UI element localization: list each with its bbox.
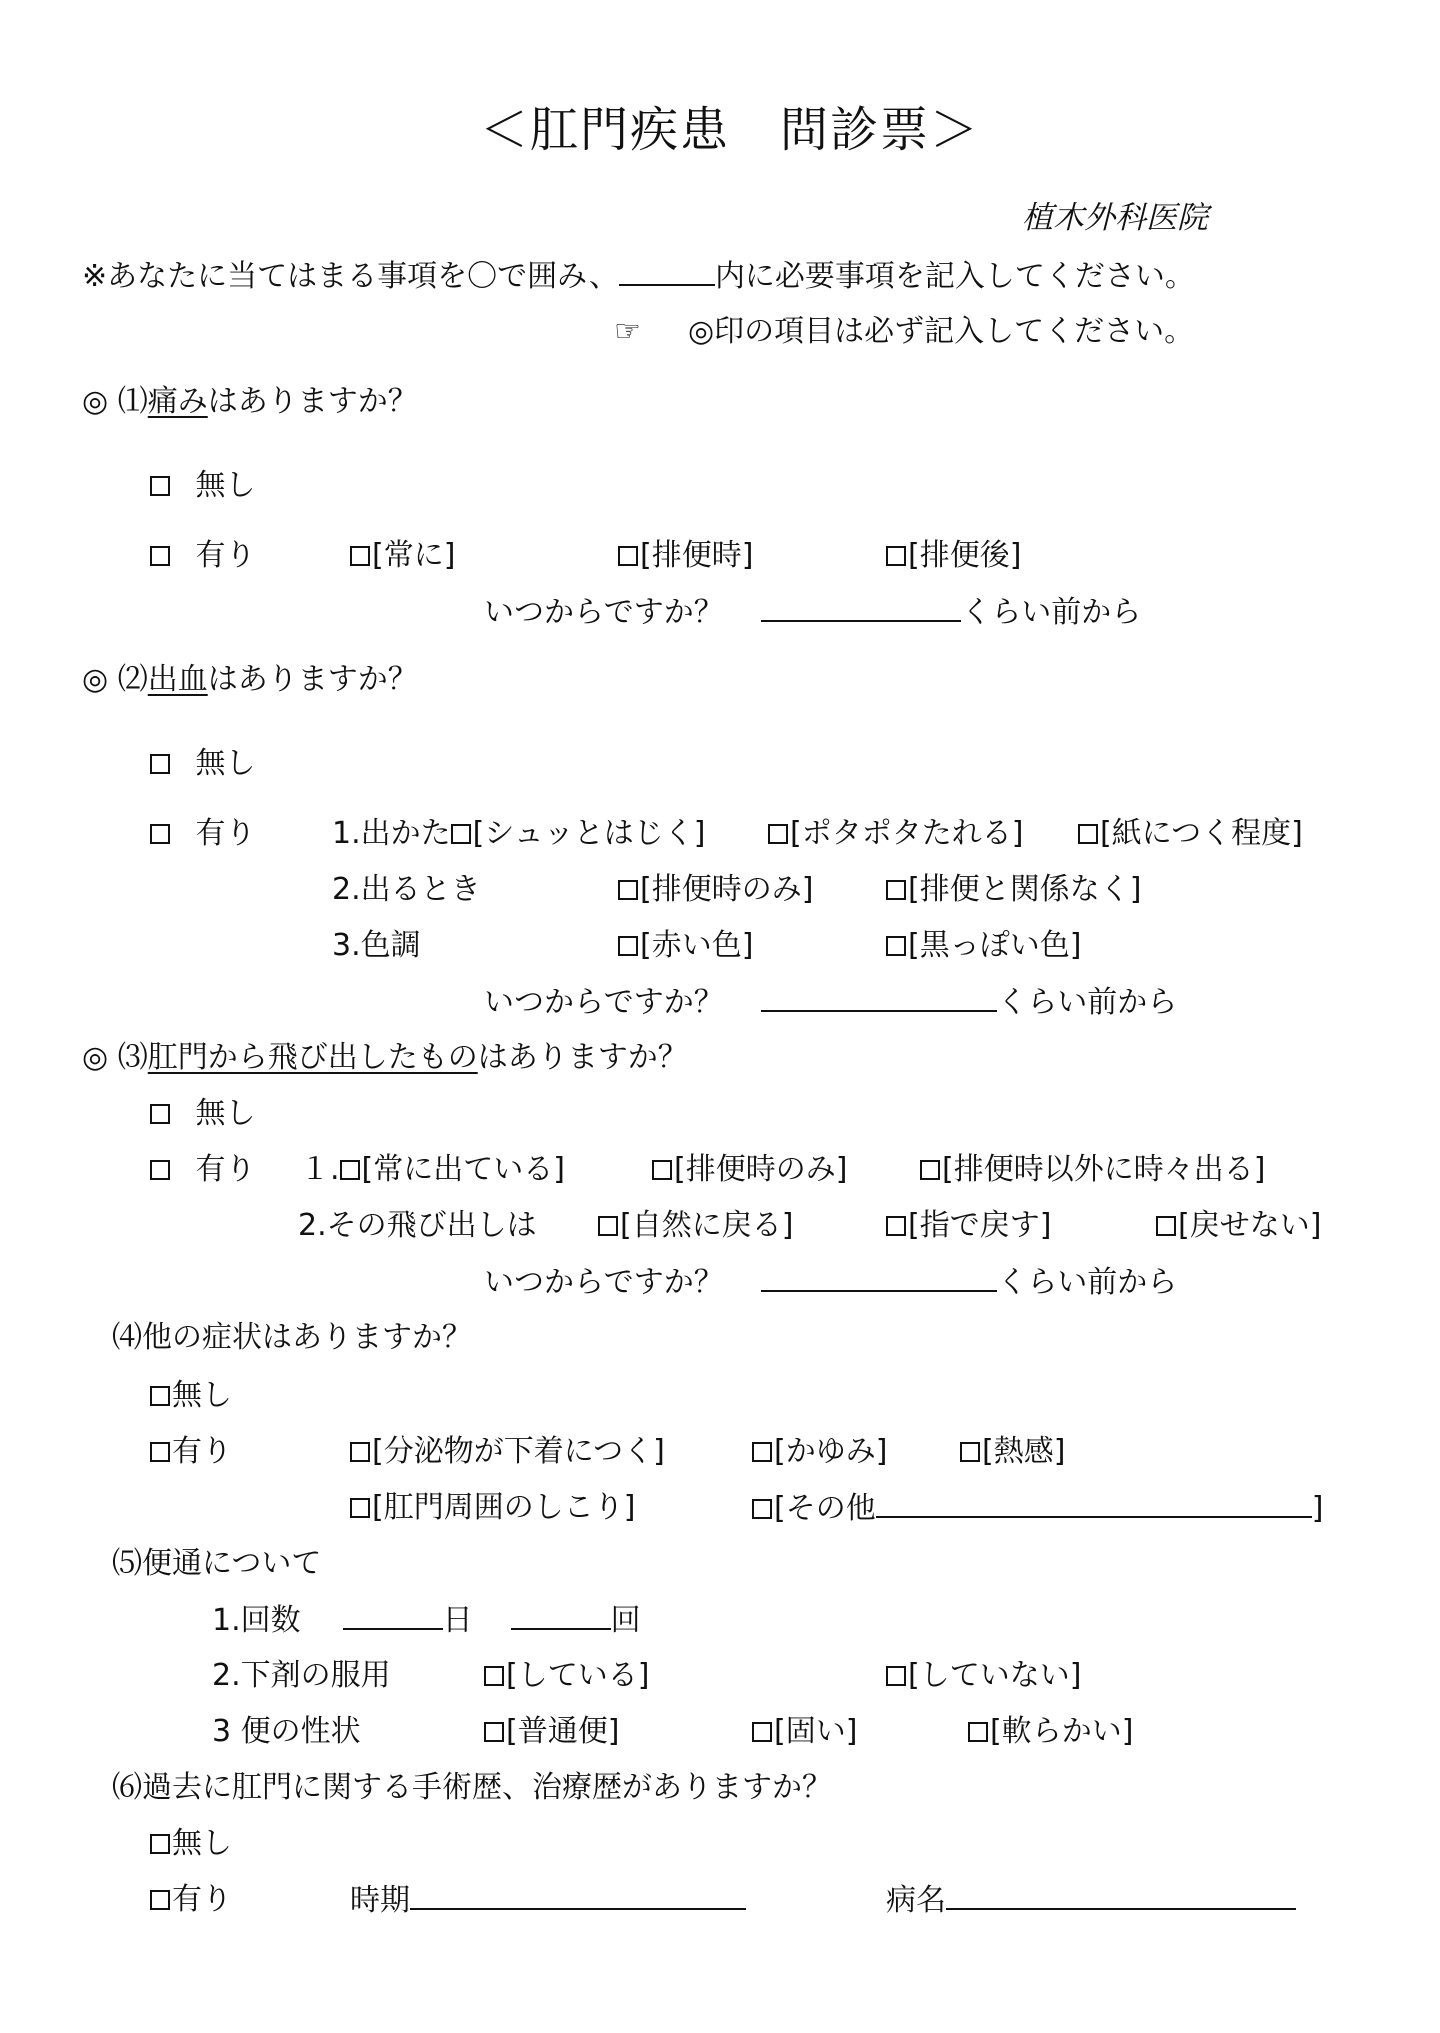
q1-opt-during[interactable] [618, 536, 753, 576]
option-label: [排便と関係なく] [908, 872, 1142, 907]
q3-topic: 肛門から飛び出したもの [147, 1040, 478, 1075]
instruction-text-b: 内に必要事項を記入してください。 [714, 259, 1195, 294]
q2-sub1 [332, 814, 705, 854]
option-label: [熱感] [982, 1434, 1066, 1469]
page-title: ＜肛門疾患 問診票＞ [480, 102, 981, 158]
q5-frequency-label: 1.回数 [212, 1603, 301, 1638]
checkbox-icon[interactable] [340, 1160, 360, 1180]
q3-title [82, 1038, 688, 1078]
checkbox-icon[interactable] [150, 1890, 170, 1910]
checkbox-icon[interactable] [150, 824, 170, 844]
option-label: 有り [172, 1434, 232, 1469]
option-label: 有り [195, 538, 256, 573]
q2-opt-red[interactable] [618, 926, 753, 966]
q1-title [82, 382, 418, 422]
q4-opt-lump[interactable] [350, 1488, 635, 1528]
q2-title [82, 660, 418, 700]
checkbox-icon[interactable] [968, 1722, 988, 1742]
instruction-line-1 [82, 256, 1195, 297]
q6-none-option[interactable] [150, 1824, 232, 1864]
checkbox-icon[interactable] [150, 476, 170, 496]
instruction-line-2 [614, 312, 1194, 352]
q6-disease-label: 病名 [886, 1883, 946, 1918]
checkbox-icon[interactable] [1156, 1216, 1176, 1236]
q1-since-line [484, 592, 1141, 633]
required-mark-icon: ◎ [82, 662, 109, 697]
q2-opt-only-during[interactable] [618, 870, 813, 910]
q3-opt-sometimes-wrap[interactable] [920, 1150, 1265, 1190]
q6-period [350, 1880, 746, 1921]
q5-title: ⑸便通について [112, 1546, 322, 1581]
q3-opt-during-wrap[interactable] [652, 1150, 847, 1190]
q3-sub1-label: １. [300, 1152, 340, 1187]
q6-disease [886, 1880, 1296, 1921]
option-label: 無し [195, 468, 256, 503]
q3-opt-always-out[interactable]: [常に出ている] [361, 1152, 565, 1187]
since-question: いつからですか？ [484, 985, 724, 1020]
q2-sub2-label: 2.出るとき [332, 872, 481, 907]
option-label: [排便時] [640, 538, 754, 573]
q3-sub2-label: 2.その飛び出しは [298, 1208, 537, 1243]
since-suffix: くらい前から [961, 595, 1142, 630]
q5-frequency [212, 1600, 641, 1641]
q5-stool-label: 3 便の性状 [212, 1714, 361, 1749]
q4-opt-discharge[interactable] [350, 1432, 665, 1472]
q4-opt-heat[interactable] [960, 1432, 1065, 1472]
q3-opt-natural[interactable] [598, 1206, 793, 1246]
q1-yes-option[interactable] [150, 536, 256, 576]
q3-yes-option[interactable] [150, 1150, 256, 1190]
checkbox-icon[interactable] [150, 1834, 170, 1854]
q3-opt-finger[interactable] [886, 1206, 1051, 1246]
checkbox-icon[interactable] [886, 936, 906, 956]
option-label: [普通便] [506, 1714, 620, 1749]
option-label: 無し [172, 1378, 232, 1413]
option-label: [排便時のみ] [640, 872, 814, 907]
q1-number: ⑴ [117, 384, 148, 419]
q2-opt-spurt[interactable]: [シュッとはじく] [472, 816, 706, 851]
checkbox-icon[interactable] [752, 1442, 772, 1462]
q2-yes-option[interactable] [150, 814, 256, 854]
q3-since-line [484, 1262, 1177, 1303]
q2-opt-paper-wrap[interactable] [1078, 814, 1303, 854]
q3-opt-during: [排便時のみ] [674, 1152, 848, 1187]
q2-none-option[interactable] [150, 744, 256, 784]
option-label: [肛門周囲のしこり] [372, 1490, 636, 1525]
checkbox-icon[interactable] [618, 936, 638, 956]
checkbox-icon[interactable] [150, 754, 170, 774]
q5-opt-normal[interactable] [484, 1712, 619, 1752]
q2-topic: 出血 [147, 662, 208, 697]
q6-period-input[interactable] [410, 1880, 746, 1910]
checkbox-icon[interactable] [598, 1216, 618, 1236]
q3-since-input[interactable] [761, 1262, 997, 1292]
q6-period-label: 時期 [350, 1883, 410, 1918]
checkbox-icon[interactable] [886, 1666, 906, 1686]
since-question: いつからですか？ [484, 1265, 724, 1300]
checkbox-icon[interactable] [350, 1498, 370, 1518]
pointing-hand-icon: ☞ [614, 314, 641, 349]
q2-since-line [484, 982, 1177, 1023]
clinic-name: 植木外科医院 [1022, 200, 1208, 236]
q4-none-option[interactable] [150, 1376, 232, 1416]
checkbox-icon[interactable] [451, 824, 471, 844]
option-label: [その他 [774, 1491, 876, 1526]
q4-opt-other[interactable] [752, 1488, 1323, 1529]
option-label: [固い] [774, 1714, 858, 1749]
checkbox-icon[interactable] [150, 546, 170, 566]
q1-none-option[interactable] [150, 466, 256, 506]
checkbox-icon[interactable] [150, 1386, 170, 1406]
checkbox-icon[interactable] [150, 1160, 170, 1180]
checkbox-icon[interactable] [652, 1160, 672, 1180]
option-label: [している] [506, 1658, 650, 1693]
checkbox-icon[interactable] [752, 1722, 772, 1742]
q1-topic: 痛み [147, 384, 208, 419]
option-label: [黒っぽい色] [908, 928, 1082, 963]
checkbox-icon[interactable] [886, 1216, 906, 1236]
q1-opt-after[interactable] [886, 536, 1021, 576]
option-label: 有り [172, 1882, 232, 1917]
q2-sub3-label: 3.色調 [332, 928, 421, 963]
q3-number: ⑶ [117, 1040, 148, 1075]
checkbox-icon[interactable] [150, 1104, 170, 1124]
checkbox-icon[interactable] [350, 1442, 370, 1462]
q3-rest: はありますか？ [477, 1040, 688, 1075]
checkbox-icon[interactable] [484, 1666, 504, 1686]
q5-times-input[interactable] [511, 1600, 611, 1630]
q4-other-input[interactable] [876, 1488, 1312, 1518]
q6-disease-input[interactable] [946, 1880, 1296, 1910]
option-label: [赤い色] [640, 928, 754, 963]
q4-opt-itch[interactable] [752, 1432, 887, 1472]
q1-rest: はありますか？ [207, 384, 418, 419]
q5-times-unit: 回 [610, 1603, 641, 1638]
option-label: 有り [195, 1152, 256, 1187]
option-label: [軟らかい] [990, 1714, 1134, 1749]
q2-opt-paper: [紙につく程度] [1100, 816, 1303, 851]
q3-opt-sometimes: [排便時以外に時々出る] [942, 1152, 1266, 1187]
option-label: [排便後] [908, 538, 1022, 573]
since-suffix: くらい前から [997, 985, 1178, 1020]
q5-opt-laxative-no[interactable] [886, 1656, 1081, 1696]
instruction-blank-sample [619, 256, 715, 286]
option-label: 無し [172, 1826, 232, 1861]
option-label: [分泌物が下着につく] [372, 1434, 665, 1469]
q2-opt-dark[interactable] [886, 926, 1081, 966]
q6-title: ⑹過去に肛門に関する手術歴、治療歴がありますか？ [112, 1770, 832, 1805]
checkbox-icon[interactable] [618, 546, 638, 566]
q1-since-input[interactable] [761, 592, 961, 622]
q2-opt-unrelated[interactable] [886, 870, 1141, 910]
checkbox-icon[interactable] [920, 1160, 940, 1180]
q3-opt-cannot[interactable] [1156, 1206, 1321, 1246]
option-label: [指で戻す] [908, 1208, 1052, 1243]
q1-opt-always[interactable] [350, 536, 455, 576]
q5-day-unit: 日 [442, 1603, 473, 1638]
checkbox-icon[interactable] [150, 1442, 170, 1462]
option-label: [かゆみ] [774, 1434, 888, 1469]
q5-opt-soft[interactable] [968, 1712, 1133, 1752]
q4-title: ⑷他の症状はありますか？ [112, 1320, 472, 1355]
q3-none-option[interactable] [150, 1094, 256, 1134]
checkbox-icon[interactable] [960, 1442, 980, 1462]
q2-number: ⑵ [117, 662, 148, 697]
option-label: [していない] [908, 1658, 1082, 1693]
q2-opt-drip: [ポタポタたれる] [790, 816, 1024, 851]
q4-yes-option[interactable] [150, 1432, 232, 1472]
option-label: 有り [195, 816, 256, 851]
q2-sub1-label: 1.出かた [332, 816, 451, 851]
required-mark-icon: ◎ [82, 1040, 109, 1075]
q2-rest: はありますか？ [207, 662, 418, 697]
checkbox-icon[interactable] [886, 880, 906, 900]
checkbox-icon[interactable] [768, 824, 788, 844]
q3-sub1 [300, 1150, 565, 1190]
checkbox-icon[interactable] [886, 546, 906, 566]
q2-since-input[interactable] [761, 982, 997, 1012]
q5-opt-laxative-yes[interactable] [484, 1656, 649, 1696]
q5-opt-hard[interactable] [752, 1712, 857, 1752]
option-label: [常に] [372, 538, 456, 573]
checkbox-icon[interactable] [618, 880, 638, 900]
bracket-close: ] [1311, 1491, 1324, 1526]
since-question: いつからですか？ [484, 595, 724, 630]
option-label: 無し [195, 1096, 256, 1131]
checkbox-icon[interactable] [484, 1722, 504, 1742]
checkbox-icon[interactable] [1078, 824, 1098, 844]
q5-laxative-label: 2.下剤の服用 [212, 1658, 391, 1693]
required-mark-icon: ◎ [82, 384, 109, 419]
instruction-text-required: ◎印の項目は必ず記入してください。 [688, 314, 1195, 349]
q6-yes-option[interactable] [150, 1880, 232, 1920]
instruction-text-a: ※あなたに当てはまる事項を〇で囲み、 [82, 259, 619, 294]
q2-opt-drip-wrap[interactable] [768, 814, 1023, 854]
since-suffix: くらい前から [997, 1265, 1178, 1300]
option-label: [戻せない] [1178, 1208, 1322, 1243]
checkbox-icon[interactable] [350, 546, 370, 566]
option-label: 無し [195, 746, 256, 781]
option-label: [自然に戻る] [620, 1208, 794, 1243]
checkbox-icon[interactable] [752, 1499, 772, 1519]
q5-days-input[interactable] [343, 1600, 443, 1630]
